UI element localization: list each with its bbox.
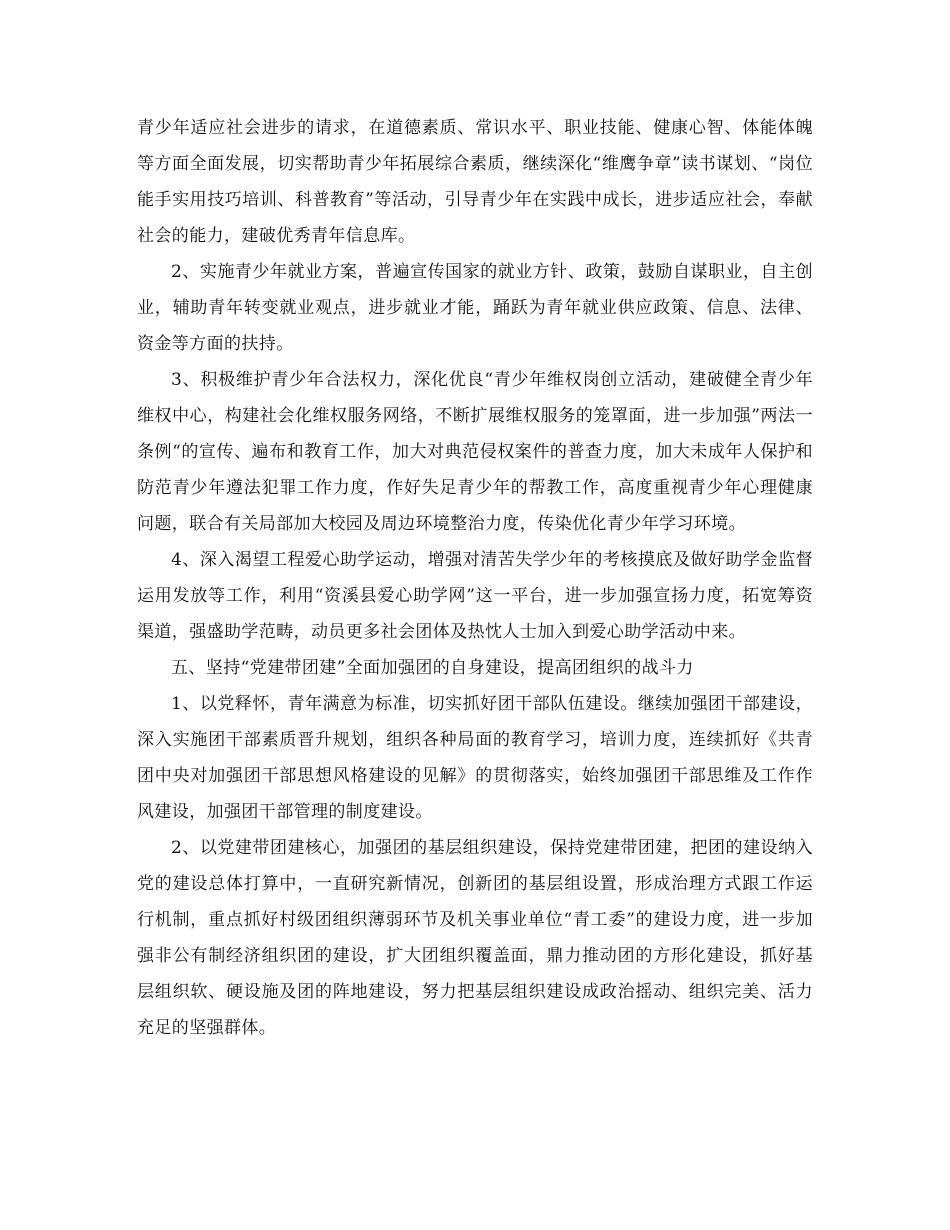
- paragraph-grassroots-organization: 2、以党建带团建核心，加强团的基层组织建设，保持党建带团建，把团的建设纳入党的建设总体打算中，一直研究新情况，创新团的基层组设置，形成治理方式跟工作运行机制，重点抓好村级团组织薄弱环节及机关事业单位“青工委”的建设力度，进一步加强非公有制经济组织团的建设，扩大团组织覆盖面，鼎力推动团的方形化建设，抓好基层组织软、硬设施及团的阵地建设，努力把基层组织建设成政治摇动、组织完美、活力充足的坚强群体。: [137, 838, 813, 1038]
- paragraph-hope-project: 4、深入渴望工程爱心助学运动，增强对清苦失学少年的考核摸底及做好助学金监督运用发放等工作，利用“资溪县爱心助学网”这一平台，进一步加强宣扬力度，拓宽筹资渠道，强盛助学范畴，动员更多社会团体及热忱人士加入到爱心助学活动中来。: [137, 550, 813, 642]
- section-heading-party-building: 五、坚持“党建带团建”全面加强团的自身建设，提高团组织的战斗力: [171, 658, 694, 678]
- paragraph-cadre-building: 1、以党释怀，青年满意为标准，切实抓好团干部队伍建设。继续加强团干部建设，深入实施团干部素质晋升规划，组织各种局面的教育学习，培训力度，连续抓好《共青团中央对加强团干部思想风格建设的见解》的贯彻落实，始终加强团干部思维及工作作风建设，加强团干部管理的制度建设。: [137, 694, 813, 822]
- paragraph-youth-quality: 青少年适应社会进步的请求，在道德素质、常识水平、职业技能、健康心智、体能体魄等方面全面发展，切实帮助青少年拓展综合素质，继续深化“维鹰争章”读书谋划、“岗位能手实用技巧培训、科普教育”等活动，引导青少年在实践中成长，进步适应社会，奉献社会的能力，建破优秀青年信息库。: [137, 118, 813, 246]
- document-body: [137, 110, 813, 1046]
- paragraph-rights-protection: 3、积极维护青少年合法权力，深化优良“青少年维权岗创立活动，建破健全青少年维权中心，构建社会化维权服务网络，不断扩展维权服务的笼罩面，进一步加强”两法一条例“的宣传、遍布和教育工作，加大对典范侵权案件的普查力度，加大未成年人保护和防范青少年遵法犯罪工作力度，作好失足青少年的帮教工作，高度重视青少年心理健康问题，联合有关局部加大校园及周边环境整治力度，传染优化青少年学习环境。: [137, 370, 813, 534]
- paragraph-employment-plan: 2、实施青少年就业方案，普遍宣传国家的就业方针、政策，鼓励自谋职业，自主创业，辅助青年转变就业观点，进步就业才能，踊跃为青年就业供应政策、信息、法律、资金等方面的扶持。: [137, 262, 813, 354]
